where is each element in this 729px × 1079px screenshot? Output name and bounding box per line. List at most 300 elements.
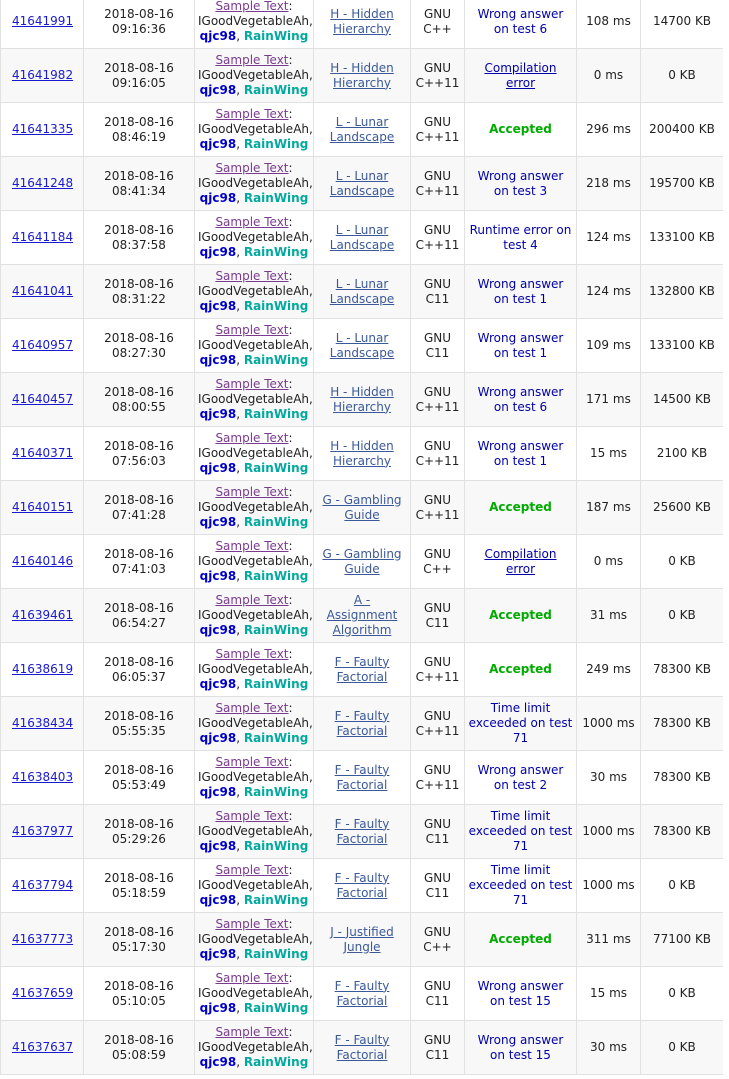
verdict-text (469, 809, 573, 853)
submission-id-link[interactable]: 41641041 (12, 284, 74, 298)
member-3-link[interactable]: RainWing (243, 731, 309, 745)
member-3-link[interactable]: RainWing (243, 839, 309, 853)
language-cell (411, 49, 465, 103)
time-consumed-cell: 124 ms (577, 211, 641, 265)
language-line-2: C11 (425, 885, 450, 900)
verdict-cell (465, 859, 577, 913)
verdict-cell (465, 967, 577, 1021)
problem-link[interactable] (335, 763, 390, 792)
table-row (1, 589, 724, 643)
verdict-line-1: Accepted (489, 662, 552, 676)
problem-link[interactable] (335, 871, 390, 900)
language-line-1: GNU (423, 276, 452, 291)
language-line-2: C11 (425, 993, 450, 1008)
submission-id-link[interactable]: 41637773 (12, 932, 74, 946)
language-line-1: GNU (423, 114, 452, 129)
problem-cell (314, 913, 411, 967)
team-link[interactable]: Sample Text (215, 161, 289, 175)
party-cell (195, 211, 314, 265)
submission-id-link[interactable]: 41640957 (12, 338, 74, 352)
problem-name-line-1: H - Hidden (330, 60, 394, 75)
verdict-line-2: on test 3 (493, 183, 548, 198)
language-line-2: C++11 (415, 777, 460, 792)
verdict-cell (465, 643, 577, 697)
verdict-cell (465, 805, 577, 859)
problem-cell (314, 0, 411, 49)
problem-name-line-1: H - Hidden (330, 438, 394, 453)
problem-name-line-2: Landscape (329, 237, 395, 252)
language-line-1: GNU (423, 762, 452, 777)
verdict-line-2: on test 1 (493, 345, 548, 360)
team-link[interactable]: Sample Text (215, 1025, 289, 1039)
problem-link[interactable] (330, 169, 394, 198)
member-1: IGoodVegetableAh, (198, 14, 313, 28)
submission-clock: 05:08:59 (112, 1047, 166, 1062)
team-link[interactable]: Sample Text (215, 107, 289, 121)
problem-link[interactable] (335, 817, 390, 846)
team-colon: : (288, 107, 293, 121)
member-1: IGoodVegetableAh, (198, 338, 313, 352)
language-line-1: GNU (423, 6, 452, 21)
verdict-line-1: Runtime error on (469, 222, 572, 237)
member-3-link[interactable]: RainWing (243, 299, 309, 313)
table-row (1, 697, 724, 751)
verdict-cell (465, 265, 577, 319)
submission-time-cell (84, 49, 195, 103)
team-link[interactable]: Sample Text (215, 917, 289, 931)
member-separator: , (236, 515, 244, 529)
team-link[interactable]: Sample Text (215, 971, 289, 985)
problem-link[interactable] (335, 979, 390, 1008)
member-2-link[interactable]: qjc98 (199, 731, 237, 745)
memory-consumed-cell: 78300 KB (641, 805, 724, 859)
submission-id-link[interactable]: 41639461 (12, 608, 74, 622)
verdict-line-3: 71 (512, 839, 529, 853)
problem-link[interactable] (330, 331, 394, 360)
verdict-cell (465, 373, 577, 427)
language-line-1: GNU (423, 384, 452, 399)
problem-name-line-1: F - Faulty (334, 1032, 390, 1047)
submission-date: 2018-08-16 (104, 114, 174, 129)
problem-link[interactable] (335, 709, 390, 738)
problem-link[interactable] (330, 925, 394, 954)
member-2-link[interactable]: qjc98 (199, 353, 237, 367)
verdict-cell (465, 751, 577, 805)
submission-date: 2018-08-16 (104, 546, 174, 561)
submission-date: 2018-08-16 (104, 870, 174, 885)
table-row (1, 805, 724, 859)
submission-time-cell (84, 103, 195, 157)
member-1: IGoodVegetableAh, (198, 932, 313, 946)
submission-id-cell (1, 1021, 84, 1075)
problem-name-line-2: Landscape (329, 183, 395, 198)
submission-clock: 07:41:28 (112, 507, 166, 522)
team-link[interactable]: Sample Text (215, 647, 289, 661)
language-cell (411, 427, 465, 481)
member-2-link[interactable]: qjc98 (199, 515, 237, 529)
verdict-cell (465, 0, 577, 49)
team-link[interactable]: Sample Text (215, 53, 289, 67)
member-2-link[interactable]: qjc98 (199, 1055, 237, 1069)
language-cell (411, 643, 465, 697)
problem-link[interactable] (322, 547, 401, 576)
problem-cell (314, 859, 411, 913)
problem-name-line-2: Guide (344, 507, 380, 522)
problem-link[interactable] (327, 593, 398, 637)
problem-cell (314, 265, 411, 319)
problem-link[interactable] (330, 7, 394, 36)
time-consumed-cell: 30 ms (577, 751, 641, 805)
submission-time-cell (84, 157, 195, 211)
table-row (1, 373, 724, 427)
member-3-link[interactable]: RainWing (243, 1001, 309, 1015)
problem-link[interactable] (330, 115, 394, 144)
verdict-line-1: Wrong answer (477, 384, 564, 399)
member-separator: , (236, 83, 244, 97)
verdict-line-1: Wrong answer (477, 438, 564, 453)
member-1: IGoodVegetableAh, (198, 608, 313, 622)
member-2-link[interactable]: qjc98 (199, 839, 237, 853)
team-colon: : (288, 809, 293, 823)
member-3-link[interactable]: RainWing (243, 245, 309, 259)
submission-date: 2018-08-16 (104, 924, 174, 939)
submission-id-link[interactable]: 41638434 (12, 716, 74, 730)
verdict-line-1: Time limit (490, 809, 551, 823)
team-link[interactable]: Sample Text (215, 863, 289, 877)
submission-id-link[interactable]: 41640457 (12, 392, 74, 406)
member-3-link[interactable]: RainWing (243, 191, 309, 205)
member-3-link[interactable]: RainWing (243, 29, 309, 43)
member-2-link[interactable]: qjc98 (199, 623, 237, 637)
submission-id-cell (1, 751, 84, 805)
member-2-link[interactable]: qjc98 (199, 677, 237, 691)
member-3-link[interactable]: RainWing (243, 893, 309, 907)
team-link[interactable]: Sample Text (215, 323, 289, 337)
team-colon: : (288, 485, 293, 499)
member-1: IGoodVegetableAh, (198, 662, 313, 676)
problem-name-line-1: L - Lunar (335, 330, 389, 345)
problem-name-line-1: G - Gambling (322, 546, 402, 561)
member-3-link[interactable]: RainWing (243, 677, 309, 691)
language-line-1: GNU (423, 546, 452, 561)
language-line-1: GNU (423, 708, 452, 723)
verdict-text (489, 500, 552, 514)
table-row (1, 157, 724, 211)
memory-consumed-cell: 0 KB (641, 49, 724, 103)
verdict-text (478, 1033, 564, 1062)
submission-id-link[interactable]: 41638619 (12, 662, 74, 676)
member-2-link[interactable]: qjc98 (199, 299, 237, 313)
member-2-link[interactable]: qjc98 (199, 1001, 237, 1015)
language-line-2: C++11 (415, 183, 460, 198)
submission-id-cell (1, 859, 84, 913)
verdict-cell (465, 697, 577, 751)
member-3-link[interactable]: RainWing (243, 947, 309, 961)
team-link[interactable]: Sample Text (215, 215, 289, 229)
verdict-text (489, 662, 552, 676)
submission-date: 2018-08-16 (104, 654, 174, 669)
table-row (1, 1021, 724, 1075)
submission-id-link[interactable]: 41641991 (12, 14, 74, 28)
member-1: IGoodVegetableAh, (198, 824, 313, 838)
team-colon: : (288, 377, 293, 391)
member-separator: , (236, 731, 244, 745)
submission-time-cell (84, 1021, 195, 1075)
submission-id-cell (1, 103, 84, 157)
team-link[interactable]: Sample Text (215, 539, 289, 553)
submission-clock: 08:41:34 (112, 183, 166, 198)
member-separator: , (236, 191, 244, 205)
memory-consumed-cell: 0 KB (641, 1021, 724, 1075)
language-line-2: C11 (425, 345, 450, 360)
verdict-text[interactable] (484, 61, 556, 90)
member-1: IGoodVegetableAh, (198, 1040, 313, 1054)
member-3-link[interactable]: RainWing (243, 353, 309, 367)
language-line-2: C++11 (415, 399, 460, 414)
problem-name-line-1: F - Faulty (334, 978, 390, 993)
member-3-link[interactable]: RainWing (243, 623, 309, 637)
language-cell (411, 967, 465, 1021)
problem-name-line-2: Factorial (336, 993, 388, 1008)
submission-id-link[interactable]: 41641982 (12, 68, 74, 82)
language-line-1: GNU (423, 60, 452, 75)
verdict-line-1: Wrong answer (477, 6, 564, 21)
submission-id-link[interactable]: 41637794 (12, 878, 74, 892)
verdict-text (469, 863, 573, 907)
verdict-text (478, 439, 564, 468)
member-1: IGoodVegetableAh, (198, 230, 313, 244)
time-consumed-cell: 31 ms (577, 589, 641, 643)
submission-clock: 06:05:37 (112, 669, 166, 684)
language-line-1: GNU (423, 1032, 452, 1047)
submission-id-cell (1, 913, 84, 967)
language-line-1: GNU (423, 654, 452, 669)
submission-id-link[interactable]: 41640151 (12, 500, 74, 514)
problem-link[interactable] (330, 61, 394, 90)
problem-cell (314, 643, 411, 697)
problem-name-line-2: Factorial (336, 723, 388, 738)
language-line-1: GNU (423, 924, 452, 939)
submission-id-link[interactable]: 41637977 (12, 824, 74, 838)
team-colon: : (288, 215, 293, 229)
problem-name-line-1: L - Lunar (335, 168, 389, 183)
submission-id-link[interactable]: 41637659 (12, 986, 74, 1000)
problem-name-line-3: Algorithm (332, 623, 392, 637)
problem-cell (314, 805, 411, 859)
submission-id-link[interactable]: 41641248 (12, 176, 74, 190)
problem-name-line-2: Hierarchy (332, 453, 391, 468)
member-3-link[interactable]: RainWing (243, 461, 309, 475)
team-link[interactable]: Sample Text (215, 377, 289, 391)
member-1: IGoodVegetableAh, (198, 392, 313, 406)
team-colon: : (288, 971, 293, 985)
verdict-line-2: on test 15 (490, 993, 551, 1008)
team-link[interactable]: Sample Text (215, 809, 289, 823)
verdict-text (478, 277, 564, 306)
problem-link[interactable] (335, 655, 390, 684)
verdict-line-1: Wrong answer (477, 168, 564, 183)
team-link[interactable]: Sample Text (215, 593, 289, 607)
member-3-link[interactable]: RainWing (243, 137, 309, 151)
submission-time-cell (84, 265, 195, 319)
problem-link[interactable] (322, 493, 401, 522)
problem-link[interactable] (335, 1033, 390, 1062)
submission-id-link[interactable]: 41641335 (12, 122, 74, 136)
member-2-link[interactable]: qjc98 (199, 947, 237, 961)
submission-id-cell (1, 0, 84, 49)
team-colon: : (288, 755, 293, 769)
language-line-1: GNU (423, 168, 452, 183)
party-cell (195, 913, 314, 967)
submission-time-cell (84, 859, 195, 913)
problem-name-line-2: Factorial (336, 885, 388, 900)
language-cell (411, 1021, 465, 1075)
language-line-2: C++11 (415, 75, 460, 90)
party-cell (195, 373, 314, 427)
member-2-link[interactable]: qjc98 (199, 569, 237, 583)
verdict-line-1: Wrong answer (477, 330, 564, 345)
submission-id-cell (1, 643, 84, 697)
verdict-line-1: Wrong answer (477, 762, 564, 777)
time-consumed-cell: 15 ms (577, 967, 641, 1021)
verdict-text (470, 223, 572, 252)
party-cell (195, 967, 314, 1021)
verdict-text (478, 979, 564, 1008)
member-3-link[interactable]: RainWing (243, 1055, 309, 1069)
problem-name-line-2: Jungle (343, 939, 381, 954)
problem-name-line-1: J - Justified (330, 924, 394, 939)
time-consumed-cell: 124 ms (577, 265, 641, 319)
problem-cell (314, 751, 411, 805)
member-3-link[interactable]: RainWing (243, 515, 309, 529)
submission-date: 2018-08-16 (104, 60, 174, 75)
submission-id-link[interactable]: 41640371 (12, 446, 74, 460)
member-separator: , (236, 569, 244, 583)
verdict-line-1: Accepted (489, 500, 552, 514)
submission-time-cell (84, 967, 195, 1021)
problem-name-line-1: L - Lunar (335, 114, 389, 129)
member-3-link[interactable]: RainWing (243, 83, 309, 97)
submission-id-link[interactable]: 41637637 (12, 1040, 74, 1054)
member-2-link[interactable]: qjc98 (199, 407, 237, 421)
member-2-link[interactable]: qjc98 (199, 785, 237, 799)
language-cell (411, 697, 465, 751)
memory-consumed-cell: 14700 KB (641, 0, 724, 49)
member-2-link[interactable]: qjc98 (199, 29, 237, 43)
verdict-line-1: Time limit (490, 863, 551, 877)
time-consumed-cell: 15 ms (577, 427, 641, 481)
verdict-cell (465, 481, 577, 535)
submission-date: 2018-08-16 (104, 330, 174, 345)
member-2-link[interactable]: qjc98 (199, 461, 237, 475)
submission-time-cell (84, 697, 195, 751)
memory-consumed-cell: 78300 KB (641, 697, 724, 751)
verdict-cell (465, 427, 577, 481)
verdict-line-1: Wrong answer (477, 978, 564, 993)
team-colon: : (288, 161, 293, 175)
memory-consumed-cell: 133100 KB (641, 211, 724, 265)
submission-date: 2018-08-16 (104, 6, 174, 21)
language-cell (411, 589, 465, 643)
member-3-link[interactable]: RainWing (243, 569, 309, 583)
language-cell (411, 481, 465, 535)
verdict-cell (465, 103, 577, 157)
problem-link[interactable] (330, 223, 394, 252)
problem-link[interactable] (330, 277, 394, 306)
verdict-line-2: on test 15 (490, 1047, 551, 1062)
member-1: IGoodVegetableAh, (198, 68, 313, 82)
submission-id-cell (1, 967, 84, 1021)
verdict-text[interactable] (484, 547, 556, 576)
submission-time-cell (84, 913, 195, 967)
submission-date: 2018-08-16 (104, 1032, 174, 1047)
team-link[interactable]: Sample Text (215, 269, 289, 283)
verdict-line-3: 71 (512, 893, 529, 907)
memory-consumed-cell: 78300 KB (641, 751, 724, 805)
submission-time-cell (84, 319, 195, 373)
problem-link[interactable] (330, 439, 394, 468)
problem-link[interactable] (330, 385, 394, 414)
team-link[interactable]: Sample Text (215, 431, 289, 445)
member-2-link[interactable]: qjc98 (199, 245, 237, 259)
memory-consumed-cell: 0 KB (641, 535, 724, 589)
submission-date: 2018-08-16 (104, 222, 174, 237)
team-link[interactable]: Sample Text (215, 755, 289, 769)
submission-clock: 05:18:59 (112, 885, 166, 900)
member-1: IGoodVegetableAh, (198, 284, 313, 298)
submission-time-cell (84, 589, 195, 643)
memory-consumed-cell: 132800 KB (641, 265, 724, 319)
time-consumed-cell: 187 ms (577, 481, 641, 535)
problem-cell (314, 49, 411, 103)
member-2-link[interactable]: qjc98 (199, 893, 237, 907)
problem-cell (314, 103, 411, 157)
language-line-2: C11 (425, 1047, 450, 1062)
verdict-cell (465, 49, 577, 103)
submission-id-link[interactable]: 41638403 (12, 770, 74, 784)
team-colon: : (288, 431, 293, 445)
verdict-cell (465, 913, 577, 967)
team-colon: : (288, 269, 293, 283)
table-row (1, 265, 724, 319)
member-2-link[interactable]: qjc98 (199, 137, 237, 151)
language-line-1: GNU (423, 330, 452, 345)
submission-id-link[interactable]: 41640146 (12, 554, 74, 568)
problem-name-line-2: Landscape (329, 345, 395, 360)
submission-clock: 08:00:55 (112, 399, 166, 414)
member-2-link[interactable]: qjc98 (199, 191, 237, 205)
party-cell (195, 805, 314, 859)
party-cell (195, 859, 314, 913)
member-2-link[interactable]: qjc98 (199, 83, 237, 97)
table-row (1, 967, 724, 1021)
submission-time-cell (84, 0, 195, 49)
team-colon: : (288, 53, 293, 67)
member-3-link[interactable]: RainWing (243, 785, 309, 799)
submission-id-cell (1, 697, 84, 751)
verdict-line-2: test 4 (503, 237, 538, 252)
submission-time-cell (84, 211, 195, 265)
member-3-link[interactable]: RainWing (243, 407, 309, 421)
team-colon: : (288, 917, 293, 931)
submission-id-link[interactable]: 41641184 (12, 230, 74, 244)
submissions-rows (1, 0, 724, 1075)
team-link[interactable]: Sample Text (215, 0, 289, 13)
team-link[interactable]: Sample Text (215, 701, 289, 715)
verdict-text (478, 331, 564, 360)
team-link[interactable]: Sample Text (215, 485, 289, 499)
problem-name-line-2: Landscape (329, 291, 395, 306)
